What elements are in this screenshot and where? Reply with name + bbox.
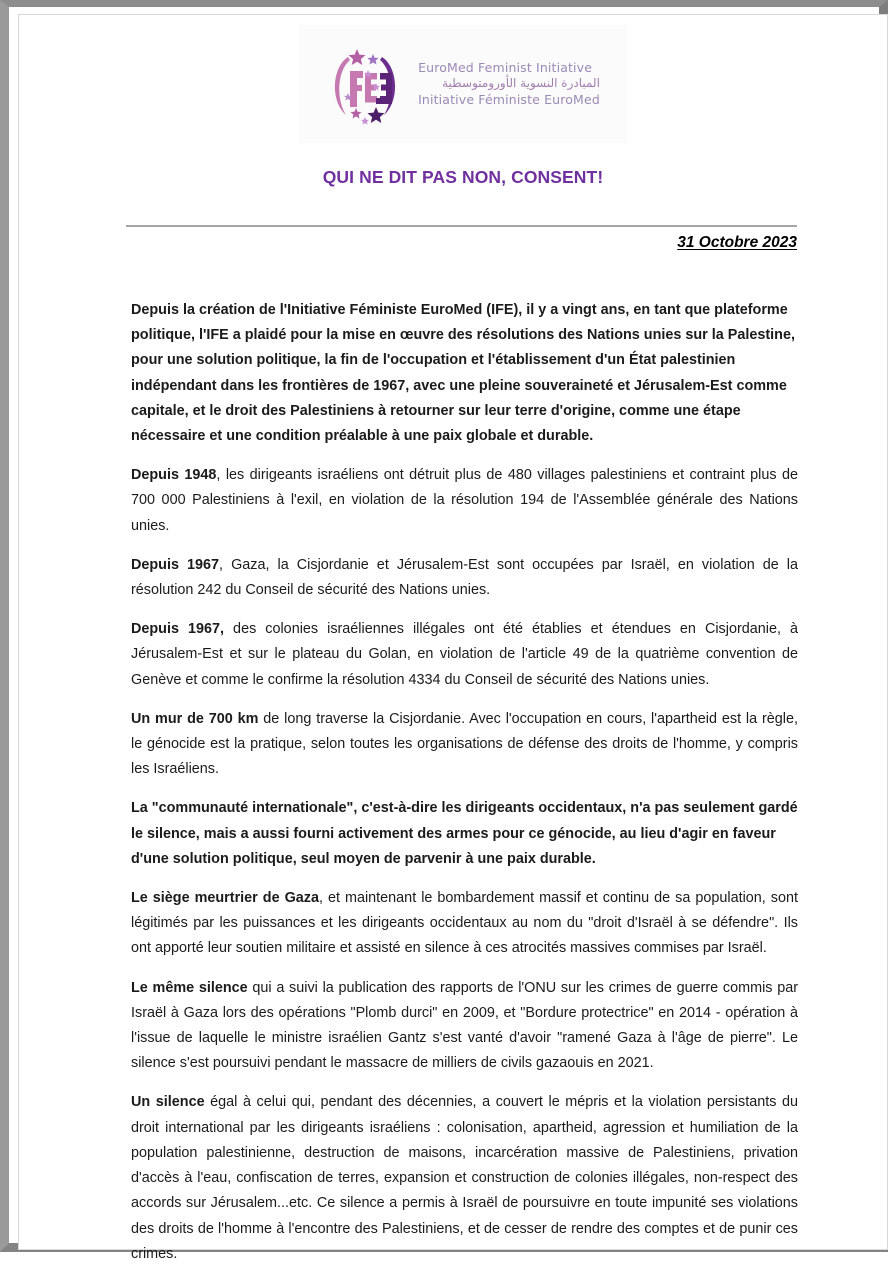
paragraph-lead-in: Depuis 1967, xyxy=(131,621,225,638)
paragraph-text: , et maintenant le bombardement massif et continu de sa population, sont légitimés par les puissances et les dirigeants occidentaux au nom du "droit d'Israël à se défendre". Ils ont apporté leur soutien militaire et assisté en silence à ces atrocités massives commises par Israël. xyxy=(131,890,798,957)
document-page xyxy=(18,14,888,1262)
paragraph xyxy=(131,707,798,783)
document-header xyxy=(299,25,627,143)
document-date-text: 31 Octobre 2023 xyxy=(677,234,797,251)
paragraph xyxy=(131,796,798,872)
header-divider xyxy=(126,225,797,227)
paragraph-text: égal à celui qui, pendant des décennies, a couvert le mépris et la violation persistants du droit international par les dirigeants israéliens : colonisation, apartheid, agression et humiliation de la population palestinienne, destruction de maisons, incarcération massive de Palestiniens, privation d'accès à l'eau, confiscation de terres, expansion et construction de colonies illégales, non-respect des accords sur Jérusalem...etc. Ce silence a permis à Israël de poursuivre en toute impunité ses violations des droits de l'homme à l'encontre des Palestiniens, et de cesser de rendre des comptes et de punir ces crimes. xyxy=(131,1094,798,1262)
paragraph xyxy=(131,976,798,1077)
paragraph-text: , Gaza, la Cisjordanie et Jérusalem-Est sont occupées par Israël, en violation de la résolution 242 du Conseil de sécurité des Nations unies. xyxy=(131,556,798,599)
paragraph xyxy=(131,617,798,693)
page-title: QUI NE DIT PAS NON, CONSENT! xyxy=(322,167,604,187)
euromed-feminist-initiative-logo-icon xyxy=(326,43,404,125)
document-date xyxy=(126,234,797,252)
paragraph xyxy=(131,553,798,603)
logo-line-arabic: المبادرة النسوية الأورومتوسطية xyxy=(442,76,600,91)
paragraph-text: , les dirigeants israéliens ont détruit plus de 480 villages palestiniens et contraint plus de 700 000 Palestiniens à l'exil, en violation de la résolution 194 de l'Assemblée générale des Nations unies. xyxy=(131,467,798,534)
paragraph-lead-in: Depuis 1948 xyxy=(131,467,217,484)
paragraph-lead-in: Depuis 1967 xyxy=(131,556,220,573)
paragraph xyxy=(131,298,798,449)
paragraph xyxy=(131,1090,798,1266)
paragraph-text: Depuis la création de l'Initiative Féministe EuroMed (IFE), il y a vingt ans, en tant que plateforme politique, l'IFE a plaidé pour la mise en œuvre des résolutions des Nations unies sur la Palestine, pour une solution politique, la fin de l'occupation et l'établissement d'un État palestinien indépendant dans les frontières de 1967, avec une pleine souveraineté et Jérusalem-Est comme capitale, et le droit des Palestiniens à retourner sur leur terre d'origine, comme une étape nécessaire et une condition préalable à une paix globale et durable. xyxy=(131,302,795,445)
paragraph-lead-in: Un silence xyxy=(131,1094,205,1111)
paragraph xyxy=(131,463,798,539)
paragraph-text: des colonies israéliennes illégales ont été établies et étendues en Cisjordanie, à Jérusalem-Est et sur le plateau du Golan, en violation de l'article 49 de la quatrième convention de Genève et comme le confirme la résolution 4334 du Conseil de sécurité des Nations unies. xyxy=(131,621,798,688)
paragraph-text: La "communauté internationale", c'est-à-dire les dirigeants occidentaux, n'a pas seulement gardé le silence, mais a aussi fourni activement des armes pour ce génocide, au lieu d'agir en faveur d'une solution politique, seul moyen de parvenir à une paix durable. xyxy=(131,800,798,867)
logo-line-french: Initiative Féministe EuroMed xyxy=(418,91,600,107)
paragraph-text: de long traverse la Cisjordanie. Avec l'occupation en cours, l'apartheid est la règle, le génocide est la pratique, selon toutes les organisations de défense des droits de l'homme, y compris les Israéliens. xyxy=(131,710,798,778)
document-body xyxy=(131,298,798,1281)
paragraph xyxy=(131,886,798,962)
paragraph-text: qui a suivi la publication des rapports de l'ONU sur les crimes de guerre commis par Israël à Gaza lors des opérations "Plomb durci" en 2009, et "Bordure protectrice" en 2014 - opération à l'issue de laquelle le ministre israélien Gantz s'est vanté d'avoir "ramené Gaza à l'âge de pierre". Le silence s'est poursuivi pendant le massacre de milliers de civils gazaouis en 2021. xyxy=(131,979,798,1072)
paragraph-lead-in: Le même silence xyxy=(131,979,248,996)
logo-line-english: EuroMed Feminist Initiative xyxy=(418,60,593,76)
paragraph-lead-in: Un mur de 700 km xyxy=(131,710,259,727)
logo-row xyxy=(299,25,627,143)
logo-text-block xyxy=(418,60,600,107)
paragraph-lead-in: Le siège meurtrier de Gaza xyxy=(131,890,319,907)
